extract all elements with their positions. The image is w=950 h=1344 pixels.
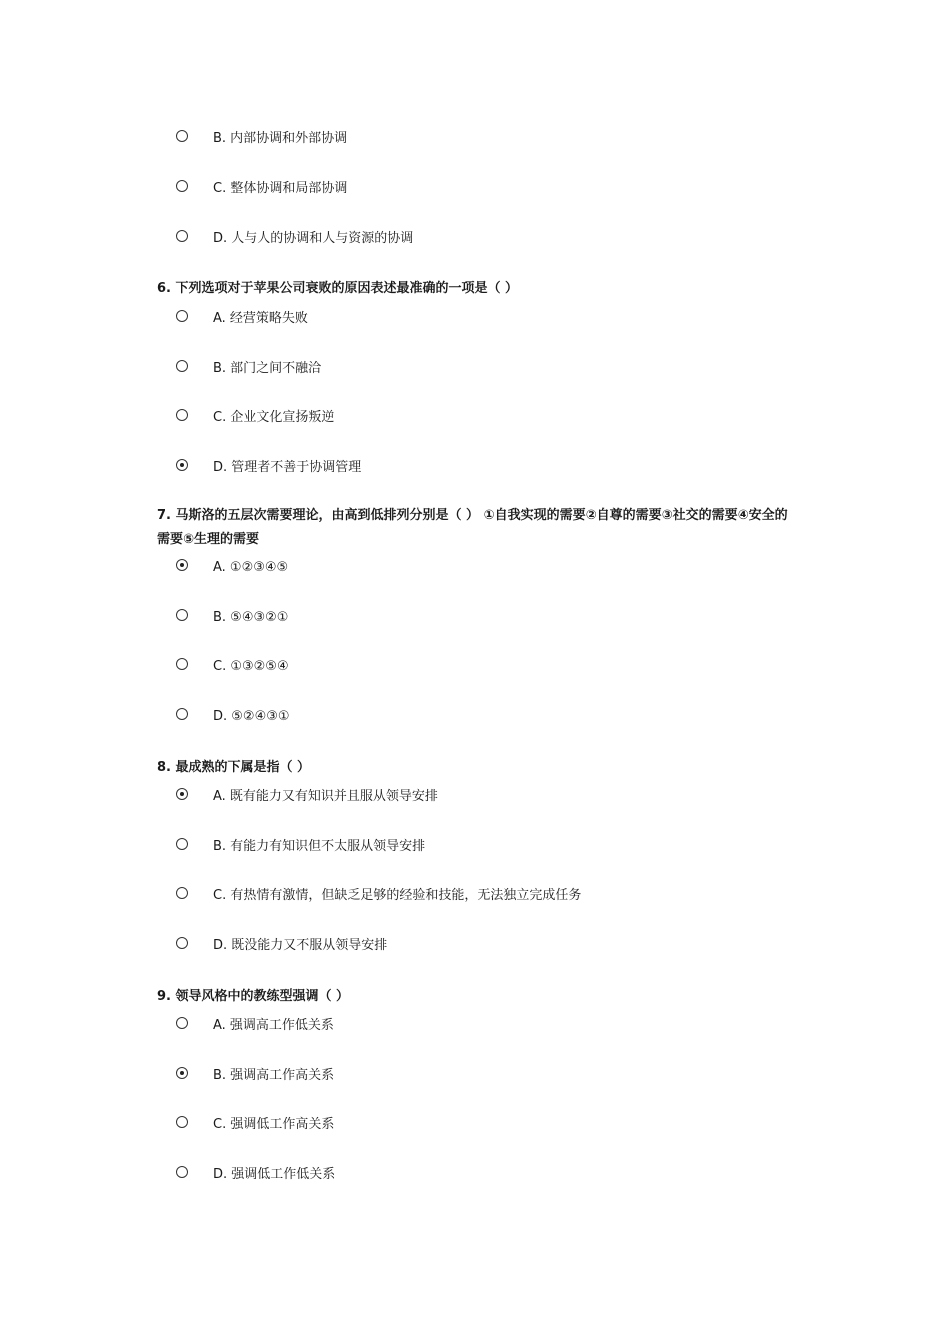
q9-option-a-radio[interactable] <box>176 1017 188 1029</box>
q8-option-c-radio[interactable] <box>176 887 188 899</box>
q8-option-c[interactable] <box>175 887 775 915</box>
q7-option-d-radio[interactable] <box>176 708 188 720</box>
q9-option-a-label: A. 强调高工作低关系 <box>213 1018 334 1033</box>
q7-option-d-label: D. ⑤②④③① <box>213 709 290 724</box>
q9-option-b-label: B. 强调高工作高关系 <box>213 1068 335 1083</box>
q7-option-c[interactable] <box>175 658 775 686</box>
q7-option-b[interactable] <box>175 609 775 637</box>
q5-option-b-radio[interactable] <box>176 130 188 142</box>
q9-option-a[interactable] <box>175 1017 775 1045</box>
q8-option-a[interactable] <box>175 788 775 816</box>
q9-option-d[interactable] <box>175 1166 775 1194</box>
q6-option-c-label: C. 企业文化宣扬叛逆 <box>213 410 335 425</box>
q6-option-c-radio[interactable] <box>176 409 188 421</box>
q6-option-d-label: D. 管理者不善于协调管理 <box>213 460 362 475</box>
q8-option-a-radio[interactable] <box>176 788 188 800</box>
q7-option-c-radio[interactable] <box>176 658 188 670</box>
q7-option-d[interactable] <box>175 708 775 736</box>
q8-question-text: 8. 最成熟的下属是指（ ） <box>157 760 311 775</box>
q9-option-b-radio[interactable] <box>176 1067 188 1079</box>
q8-option-d-label: D. 既没能力又不服从领导安排 <box>213 938 388 953</box>
q5-option-c[interactable] <box>175 180 775 208</box>
q5-option-b[interactable] <box>175 130 775 158</box>
q8-option-a-label: A. 既有能力又有知识并且服从领导安排 <box>213 789 438 804</box>
q6-option-c[interactable] <box>175 409 775 437</box>
q6-option-d-radio[interactable] <box>176 459 188 471</box>
q5-option-c-radio[interactable] <box>176 180 188 192</box>
q5-option-d-label: D. 人与人的协调和人与资源的协调 <box>213 231 414 246</box>
q8-option-b[interactable] <box>175 838 775 866</box>
q7-option-b-label: B. ⑤④③②① <box>213 610 289 625</box>
q9-option-c[interactable] <box>175 1116 775 1144</box>
q5-option-d[interactable] <box>175 230 775 258</box>
q7-option-c-label: C. ①③②⑤④ <box>213 659 289 674</box>
q9-option-d-radio[interactable] <box>176 1166 188 1178</box>
q9-option-c-label: C. 强调低工作高关系 <box>213 1117 335 1132</box>
q5-option-d-radio[interactable] <box>176 230 188 242</box>
q8-option-b-radio[interactable] <box>176 838 188 850</box>
q9-option-d-label: D. 强调低工作低关系 <box>213 1167 336 1182</box>
q8-option-c-label: C. 有热情有激情，但缺乏足够的经验和技能，无法独立完成任务 <box>213 888 582 903</box>
q5-option-b-label: B. 内部协调和外部协调 <box>213 131 348 146</box>
q6-option-d[interactable] <box>175 459 775 487</box>
q8-option-b-label: B. 有能力有知识但不太服从领导安排 <box>213 839 426 854</box>
q7-option-a[interactable] <box>175 559 775 587</box>
q6-option-b[interactable] <box>175 360 775 388</box>
q7-option-a-label: A. ①②③④⑤ <box>213 560 289 575</box>
q6-option-a-label: A. 经营策略失败 <box>213 311 308 326</box>
q9-option-b[interactable] <box>175 1067 775 1095</box>
q9-option-c-radio[interactable] <box>176 1116 188 1128</box>
q8-option-d[interactable] <box>175 937 775 965</box>
q9-question-text: 9. 领导风格中的教练型强调（ ） <box>157 989 350 1004</box>
q7-option-b-radio[interactable] <box>176 609 188 621</box>
q6-option-b-radio[interactable] <box>176 360 188 372</box>
q6-option-a-radio[interactable] <box>176 310 188 322</box>
q8-option-d-radio[interactable] <box>176 937 188 949</box>
q7-question-text: 7. 马斯洛的五层次需要理论，由高到低排列分别是（ ） ①自我实现的需要②自尊的需要③社交的需要④安全的需要⑤生理的需要 <box>157 508 788 547</box>
q6-option-b-label: B. 部门之间不融洽 <box>213 361 322 376</box>
q6-option-a[interactable] <box>175 310 775 338</box>
q7-option-a-radio[interactable] <box>176 559 188 571</box>
q5-option-c-label: C. 整体协调和局部协调 <box>213 181 348 196</box>
q6-question-text: 6. 下列选项对于苹果公司衰败的原因表述最准确的一项是（ ） <box>157 281 519 296</box>
